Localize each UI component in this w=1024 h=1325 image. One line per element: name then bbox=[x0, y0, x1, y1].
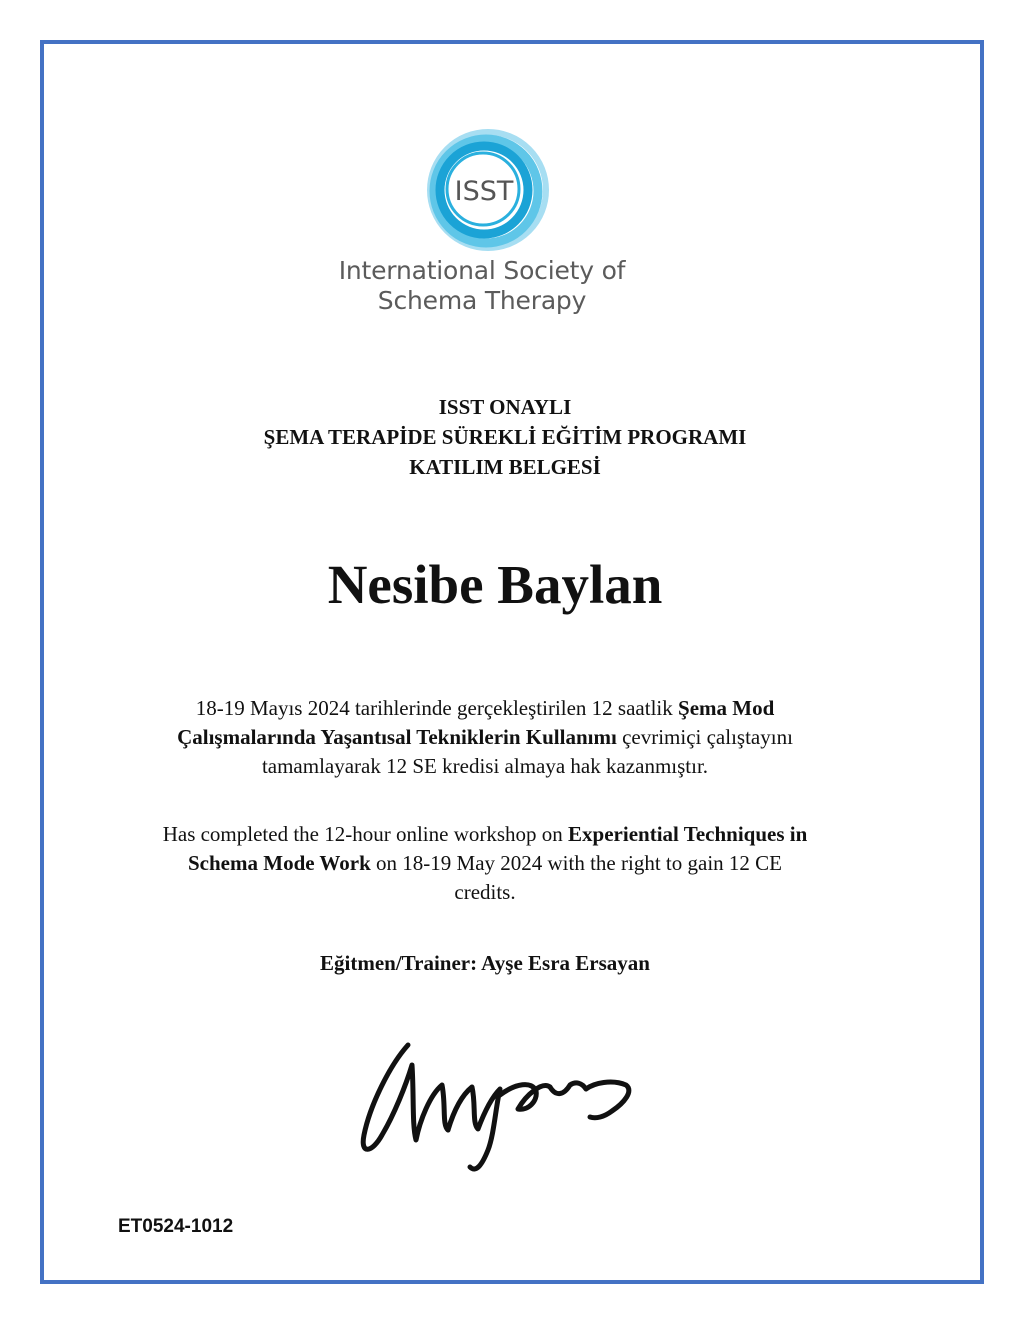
turkish-line1 bbox=[110, 694, 860, 723]
isst-logo-icon bbox=[416, 126, 554, 256]
english-line1-text: Has completed the 12-hour online workshop on bbox=[162, 822, 569, 846]
turkish-line2 bbox=[110, 723, 860, 752]
trainer-name: Eğitmen/Trainer: Ayşe Esra Ersayan bbox=[320, 951, 650, 975]
logo-acronym: ISST bbox=[454, 176, 514, 207]
turkish-description bbox=[110, 694, 860, 781]
heading-line2: ŞEMA TERAPİDE SÜREKLİ EĞİTİM PROGRAMI bbox=[263, 425, 747, 449]
english-line3: credits. bbox=[454, 880, 516, 904]
org-name-line2: Schema Therapy bbox=[377, 286, 587, 315]
english-line1 bbox=[110, 820, 860, 849]
certificate-code: ET0524-1012 bbox=[118, 1216, 234, 1237]
english-line2-bold: Schema Mode Work bbox=[188, 851, 371, 875]
turkish-line1-text: 18-19 Mayıs 2024 tarihlerinde gerçekleştirilen 12 saatlik bbox=[195, 696, 679, 720]
signature-icon bbox=[350, 1025, 650, 1185]
turkish-line2-text: çevrimiçi çalıştayını bbox=[616, 725, 793, 749]
turkish-line3: tamamlayarak 12 SE kredisi almaya hak kazanmıştır. bbox=[261, 754, 709, 778]
turkish-line2-bold: Çalışmalarında Yaşantısal Tekniklerin Kullanımı bbox=[177, 725, 617, 749]
turkish-line1-bold: Şema Mod bbox=[678, 696, 775, 720]
org-name-line1: International Society of bbox=[338, 256, 626, 285]
english-description bbox=[110, 820, 860, 907]
organization-name bbox=[312, 256, 652, 316]
heading-line1: ISST ONAYLI bbox=[438, 395, 572, 419]
english-line1-bold: Experiential Techniques in bbox=[568, 822, 808, 846]
english-line2 bbox=[110, 849, 860, 878]
english-line2-text: on 18-19 May 2024 with the right to gain 12 CE bbox=[370, 851, 782, 875]
recipient-name: Nesibe Baylan bbox=[327, 554, 663, 615]
heading-line3: KATILIM BELGESİ bbox=[409, 455, 601, 479]
